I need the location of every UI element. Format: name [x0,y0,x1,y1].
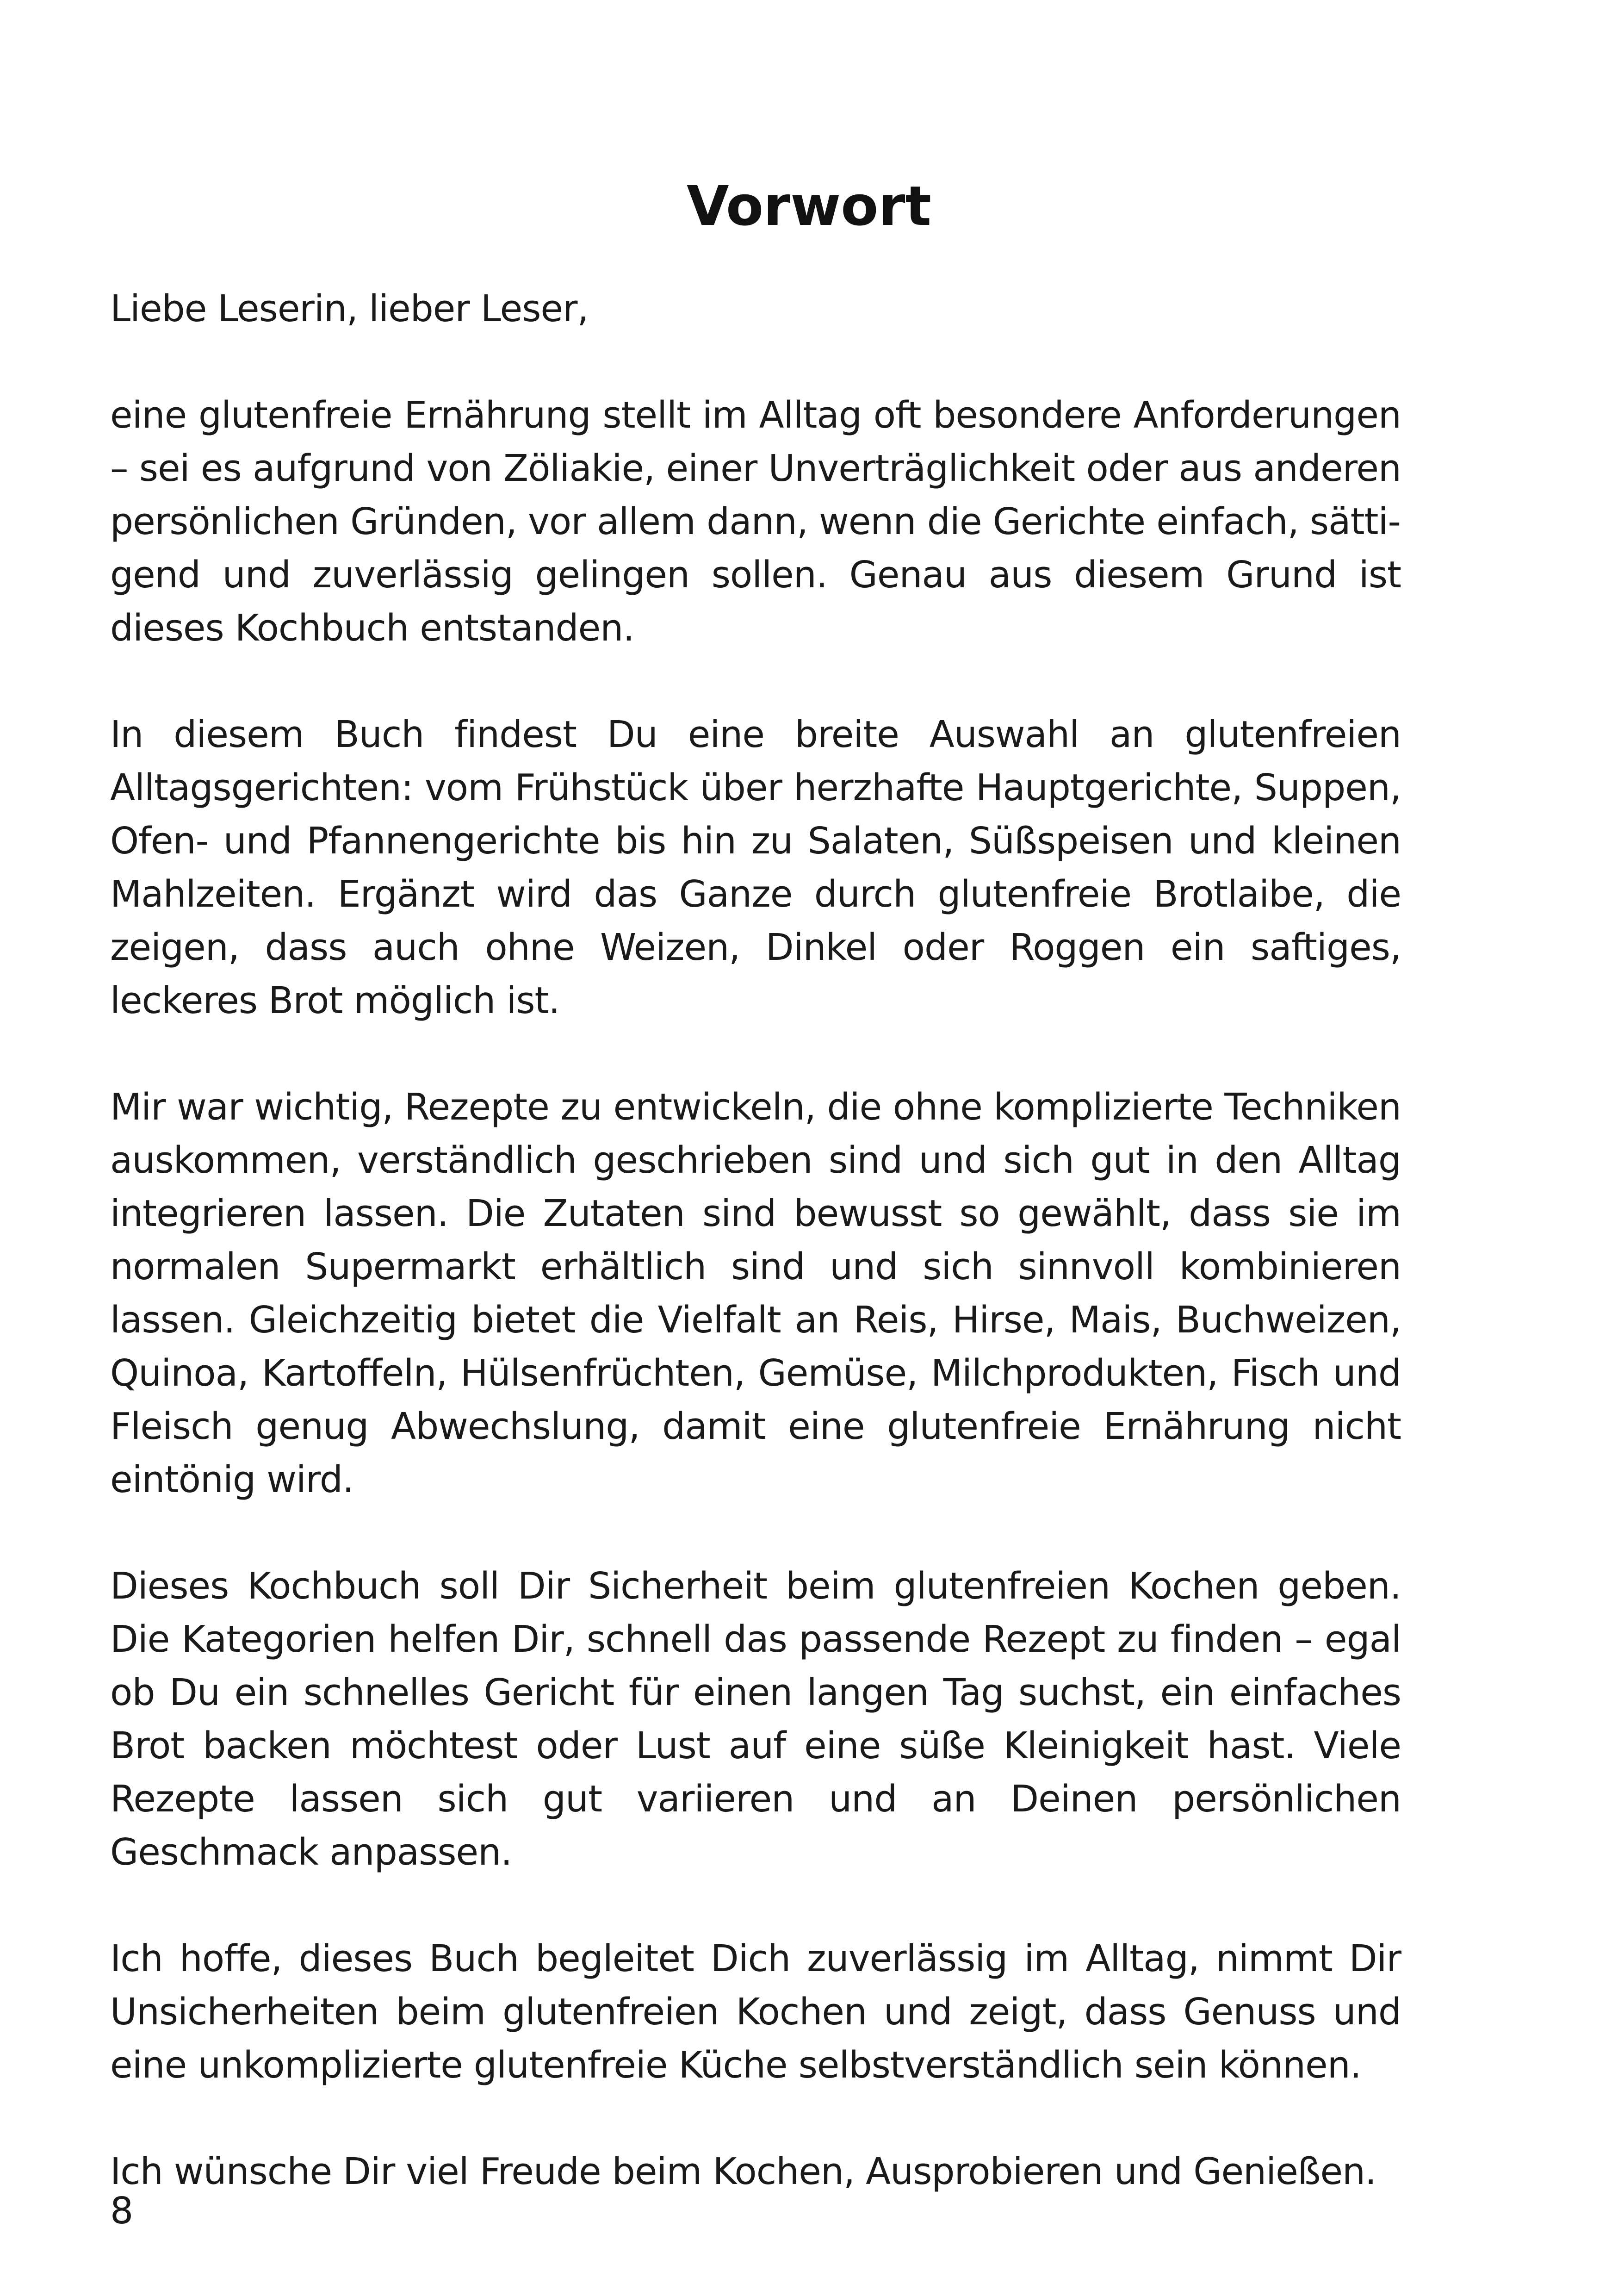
page-title: Vorwort [687,174,931,238]
paragraph-5: Ich hoffe, dieses Buch begleitet Dich zuverlässig im Alltag, nimmt Dir Unsicherheiten beim glutenfreien Kochen und zeigt, dass Genuss und eine unkomplizierte glutenfreie Küche selbstverständlich sein können. [110,1937,1401,2086]
paragraph-4: Dieses Kochbuch soll Dir Sicherheit beim glutenfreien Kochen geben. Die Kategorien helfen Dir, schnell das passende Rezept zu finden – egal ob Du ein schnelles Gericht für einen langen Tag suchst, ein einfaches Brot backen möchtest oder Lust auf eine süße Kleinigkeit hast. Viele Rezepte lassen sich gut variieren und an Deinen persönlichen Geschmack anpassen. [110,1565,1401,1873]
greeting: Liebe Leserin, lieber Leser, [110,287,589,330]
paragraph-2: In diesem Buch findest Du eine breite Auswahl an glutenfreien Alltagsgerichten: vom Frühstück über herzhafte Hauptgerichte, Suppen, Ofen- und Pfannengerichte bis hin zu Salaten, Süßspeisen und kleinen Mahlzeiten. Ergänzt wird das Ganze durch glutenfreie Brotlaibe, die zeigen, dass auch ohne Weizen, Dinkel oder Roggen ein saftiges, leckeres Brot möglich ist. [110,713,1401,1022]
paragraph-1: eine glutenfreie Ernährung stellt im Alltag oft besondere Anforderungen – sei es aufgrund von Zöliakie, einer Unverträglichkeit oder aus anderen persönlichen Gründen, vor allem dann, wenn die Gerichte einfach, sättigend und zuverlässig gelingen sollen. Genau aus diesem Grund ist dieses Kochbuch entstanden. [110,394,1401,649]
body-text [110,282,1401,2198]
page-number: 8 [110,2190,134,2232]
paragraph-6: Ich wünsche Dir viel Freude beim Kochen, Ausprobieren und Genießen. [110,2150,1376,2193]
paragraph-3: Mir war wichtig, Rezepte zu entwickeln, die ohne komplizierte Techniken auskommen, verständlich geschrieben sind und sich gut in den Alltag integrieren lassen. Die Zutaten sind bewusst so gewählt, dass sie im normalen Supermarkt erhältlich sind und sich sinnvoll kombinieren lassen. Gleichzeitig bietet die Vielfalt an Reis, Hirse, Mais, Buchweizen, Quinoa, Kartoffeln, Hülsenfrüchten, Gemüse, Milchprodukten, Fisch und Fleisch genug Abwechslung, damit eine glutenfreie Ernährung nicht eintönig wird. [110,1086,1401,1501]
